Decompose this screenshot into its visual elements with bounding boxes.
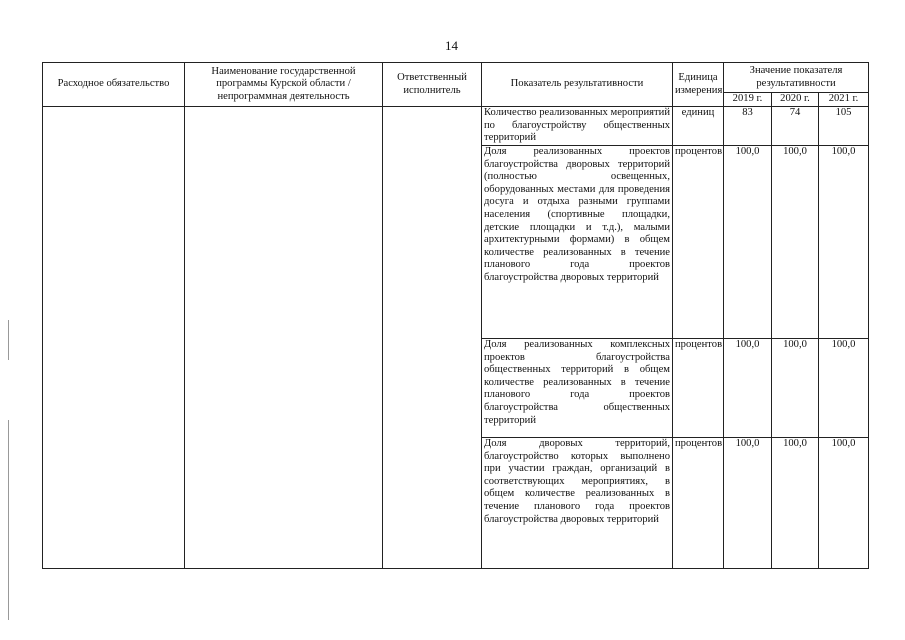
unit-cell: процентов: [673, 146, 724, 339]
value-2021-cell: 100,0: [819, 146, 869, 339]
value-2021-cell: 100,0: [819, 438, 869, 569]
indicator-cell: Доля реализованных комплексных проектов благоустройства общественных территорий в общем количестве реализованных в течение планового года проектов благоустройства общественных территорий: [482, 339, 673, 438]
value-2021-cell: 100,0: [819, 339, 869, 438]
unit-cell: единиц: [673, 107, 724, 146]
table-row: [43, 107, 869, 146]
unit-cell: процентов: [673, 339, 724, 438]
header-performance-indicator: Показатель результативности: [482, 63, 673, 107]
value-2019-cell: 100,0: [724, 438, 772, 569]
value-2020-cell: 100,0: [772, 438, 819, 569]
header-year-2019: 2019 г.: [724, 93, 772, 107]
value-2020-cell: 74: [772, 107, 819, 146]
value-2019-cell: 100,0: [724, 339, 772, 438]
value-2020-cell: 100,0: [772, 146, 819, 339]
value-2019-cell: 83: [724, 107, 772, 146]
header-year-2020: 2020 г.: [772, 93, 819, 107]
indicator-cell: Количество реализованных мероприятий по благоустройству общественных территорий: [482, 107, 673, 146]
indicators-table: [42, 62, 869, 569]
indicator-cell: Доля реализованных проектов благоустройства дворовых территорий (полностью освещенных, оборудованных местами для проведения досуга и отдыха разными группами населения (спортивные площадки, детские площадки и т.д.), малыми архитектурными формами) в общем количестве реализованных в течение планового года проектов благоустройства дворовых территорий: [482, 146, 673, 339]
scan-margin-line: [8, 420, 9, 620]
indicator-cell: Доля дворовых территорий, благоустройство которых выполнено при участии граждан, организаций в соответствующих мероприятиях, в общем количестве реализованных в течение планового года проектов благоустройства дворовых территорий: [482, 438, 673, 569]
responsible-executor-cell: [383, 107, 482, 569]
page-number: 14: [445, 38, 458, 53]
header-unit: Единица измерения: [673, 63, 724, 107]
value-2021-cell: 105: [819, 107, 869, 146]
unit-cell: процентов: [673, 438, 724, 569]
header-responsible-executor: Ответственный исполнитель: [383, 63, 482, 107]
value-2019-cell: 100,0: [724, 146, 772, 339]
header-expenditure-obligation: Расходное обязательство: [43, 63, 185, 107]
scan-margin-line: [8, 320, 9, 360]
header-year-2021: 2021 г.: [819, 93, 869, 107]
value-2020-cell: 100,0: [772, 339, 819, 438]
program-name-cell: [185, 107, 383, 569]
header-indicator-values: Значение показателя результативности: [724, 63, 869, 93]
header-program-name: Наименование государственной программы Курской области / непрограммная деятельность: [185, 63, 383, 107]
expenditure-obligation-cell: [43, 107, 185, 569]
